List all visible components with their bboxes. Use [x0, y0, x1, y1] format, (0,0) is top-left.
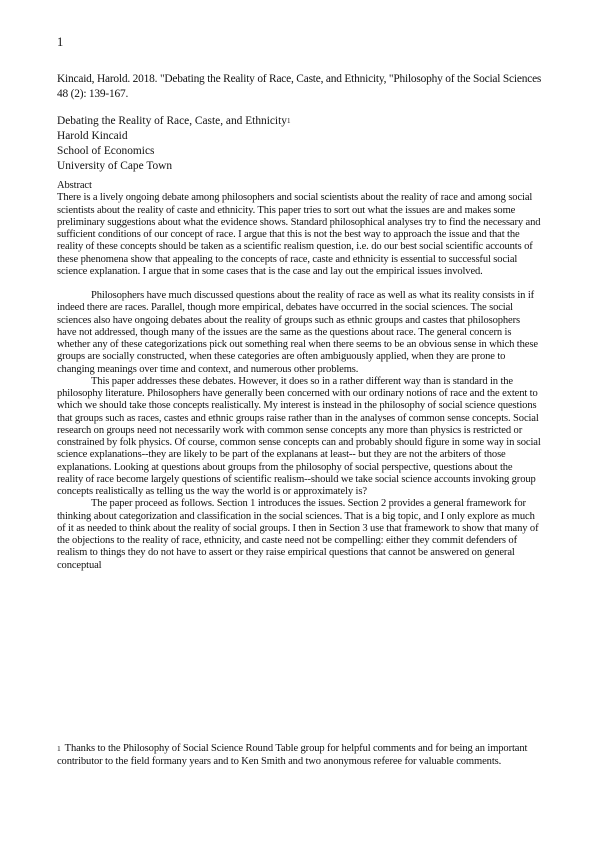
paragraph-1: Philosophers have much discussed questions about the reality of race as well as what its reality consists in if indeed there are races. Parallel, though more empirical, debates have occurred in the social sciences. The social sciences also have ongoing debates about the reality of groups such as ethnic groups and castes that philosophers have not addressed, though many of the issues are the same as the questions about race. The general concern is whether any of these categorizations pick out something real when there seems to be an obvious sense in which these groups are socially constructed, when these categories are often ambiguously applied, when they are prone to changing meanings over time and context, and numerous other problems.	[57, 290, 538, 375]
author-school: School of Economics	[57, 145, 155, 157]
author-name: Harold Kincaid	[57, 130, 128, 142]
footnote-text: Thanks to the Philosophy of Social Science Round Table group for helpful comments and for being an important contributor to the field formany years and to Ken Smith and two anonymous referee for valuable comments.	[57, 743, 528, 767]
abstract-heading: Abstract	[57, 180, 92, 191]
footnote	[57, 743, 541, 768]
paper-title-line	[57, 114, 542, 129]
title-footnote-ref: 1	[286, 117, 291, 125]
paragraph-3: The paper proceed as follows. Section 1 introduces the issues. Section 2 provides a general framework for thinking about categorization and classification in the social sciences. That is a big topic, and I only explore as much of it as needed to think about the reality of social groups. I then in Section 3 use that framework to show that many of the objections to the reality of race, ethnicity, and caste need not be compelling: either they commit defenders of realism to things they do not have to assert or they raise empirical questions that cannot be answered on general conceptual	[57, 498, 539, 571]
citation: Kincaid, Harold. 2018. "Debating the Reality of Race, Caste, and Ethnicity, "Philosophy of the Social Sciences 48 (2): 139-167.	[57, 73, 542, 100]
footnote-mark: 1	[57, 744, 61, 753]
paper-title: Debating the Reality of Race, Caste, and Ethnicity	[57, 115, 287, 127]
author-university: University of Cape Town	[57, 160, 173, 172]
paragraph-2: This paper addresses these debates. However, it does so in a rather different way than is standard in the philosophy literature. Philosophers have generally been concerned with our ordinary notions of race and the extent to which we should take those concepts realistically. My interest is instead in the philosophy of social science questions that groups such as races, castes and ethnic groups raise rather than in the analyses of common sense concepts. Social research on groups need not necessarily work with common sense concepts any more than physics is restricted or constrained by folk physics. Of course, common sense concepts can and probably should figure in some way in social science explanations--they are likely to be part of the explanans at least-- but they are not the arbiters of those explanations. Looking at questions about groups from the philosophy of social perspective, questions about the reality of race become largely questions of scientific realism--should we take social science accounts invoking group concepts realistically as telling us the way the world is or approximately is?	[57, 375, 541, 497]
page-number: 1	[57, 35, 64, 49]
body-text	[57, 180, 541, 572]
abstract-text: There is a lively ongoing debate among philosophers and social scientists about the reality of race and among social scientists about the reality of caste and ethnicity. This paper tries to sort out what the issues are and makes some preliminary suggestions about what the evidence shows. Standard philosophical analyses try to find the necessary and sufficient conditions of our concept of race. I argue that this is not the best way to approach the issue and that the reality of these concepts should be taken as a scientific realism question, i.e. do our best social scientific accounts of these phenomena show that appealing to the concepts of race, caste and ethnicity is essential to successful social science explanation. I argue that in some cases that is the case and lay out the empirical issues involved.	[57, 192, 541, 277]
title-block	[57, 114, 542, 174]
